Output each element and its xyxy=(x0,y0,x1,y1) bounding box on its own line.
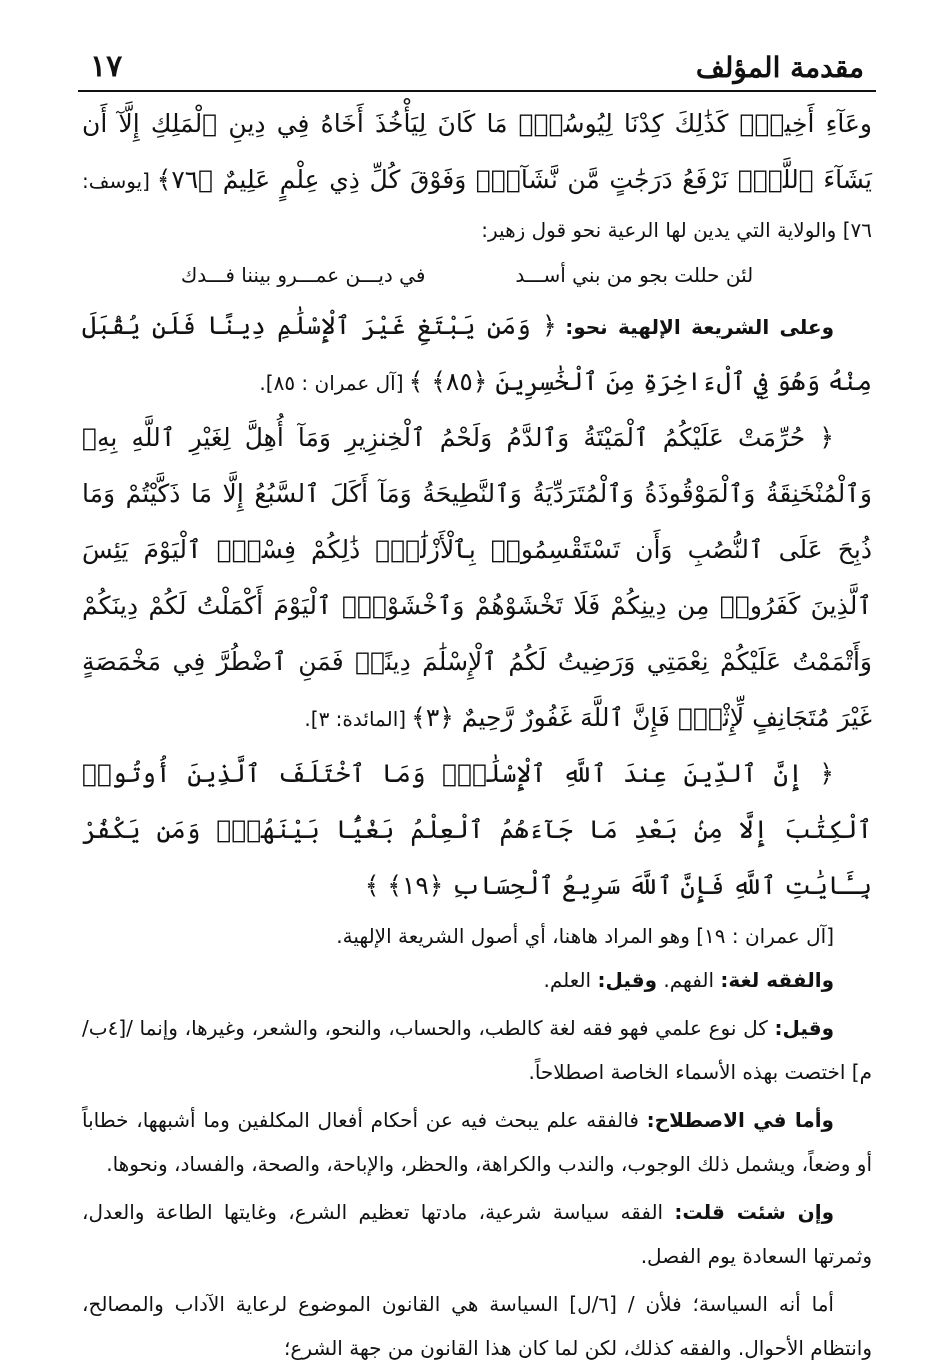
page-header xyxy=(78,34,876,92)
other-view-text: كل نوع علمي فهو فقه لغة كالطب، والحساب، والنحو، والشعر، وغيرها، وإنما /[٤ب/م] اختصت بهذه الأسماء الخاصة اصطلاحاً. xyxy=(82,1016,872,1084)
sharia-policy-label: وإن شئت قلت: xyxy=(674,1200,835,1224)
citation-maidah: [المائدة: ٣]. xyxy=(304,707,407,731)
paragraph-imran-19-citation: [آل عمران : ١٩] وهو المراد هاهنا، أي أصول الشريعة الإلهية. xyxy=(336,924,834,948)
fiqh-said-text: العلم. xyxy=(543,968,592,992)
paragraph-terminology xyxy=(82,1098,872,1186)
paragraph-sharia xyxy=(82,298,872,410)
paragraph-fiqh-language xyxy=(82,958,872,1002)
terminology-text: فالفقه علم يبحث فيه عن أحكام أفعال المكلفين وما أشبهها، خطاباً أو وضعاً، ويشمل ذلك الوجوب، والندب والكراهة، والحظر، والإباحة، والصحة، والفساد، ونحوها. xyxy=(82,1108,872,1176)
paragraph-yusuf xyxy=(82,96,872,252)
verse-hemistich-second: في ديـــن عمـــرو بيننا فـــدك xyxy=(180,263,426,287)
quran-verse-imran-85: ﴿ وَمَن يَبْتَغِ غَيْرَ ٱلْإِسْلَٰمِ دِينًا فَلَن يُقْبَلَ مِنْهُ وَهُوَ فِي ٱلْءَاخِرَةِ مِنَ ٱلْخَٰسِرِينَ ﴿٨٥﴾ ﴾ xyxy=(82,311,872,396)
fiqh-language-text: الفهم. xyxy=(663,968,715,992)
citation-yusuf: [يوسف: ٧٦] والولاية التي يدين لها الرعية نحو قول زهير: xyxy=(82,169,872,242)
poetry-verse xyxy=(82,252,872,298)
terminology-label: وأما في الاصطلاح: xyxy=(646,1108,834,1132)
page-body xyxy=(78,92,876,1370)
running-title: مقدمة المؤلف xyxy=(695,51,864,84)
sharia-heading: وعلى الشريعة الإلهية نحو: xyxy=(565,315,834,339)
quran-verse-maidah: ﴿ حُرِّمَتْ عَلَيْكُمُ ٱلْمَيْتَةُ وَٱلدَّمُ وَلَحْمُ ٱلْخِنزِيرِ وَمَآ أُهِلَّ لِغَيْرِ ٱللَّهِ بِهِۦ وَٱلْمُنْخَنِقَةُ وَٱلْمَوْقُوذَةُ وَٱلْمُتَرَدِّيَةُ وَٱلنَّطِيحَةُ وَمَآ أَكَلَ ٱلسَّبُعُ إِلَّا مَا ذَكَّيْتُمْ وَمَا ذُبِحَ عَلَى ٱلنُّصُبِ وَأَن تَسْتَقْسِمُوا۟ بِٱلْأَزْلَٰمِۚ ذَٰلِكُمْ فِسْقٌۗ ٱلْيَوْمَ يَئِسَ ٱلَّذِينَ كَفَرُوا۟ مِن دِينِكُمْ فَلَا تَخْشَوْهُمْ وَٱخْشَوْنِۚ ٱلْيَوْمَ أَكْمَلْتُ لَكُمْ دِينَكُمْ وَأَتْمَمْتُ عَلَيْكُمْ نِعْمَتِي وَرَضِيتُ لَكُمُ ٱلْإِسْلَٰمَ دِينًاۚ فَمَنِ ٱضْطُرَّ فِي مَخْمَصَةٍ غَيْرَ مُتَجَانِفٍ لِّإِثْمٍۙ فَإِنَّ ٱللَّهَ غَفُورٌ رَّحِيمٌ ﴿٣﴾ xyxy=(82,423,872,732)
page-number: ١٧ xyxy=(90,49,123,84)
paragraph-politics: أما أنه السياسة؛ فلأن / [٦/ل] السياسة هي القانون الموضوع لرعاية الآداب والمصالح، وانتظام الأحوال. والفقه كذلك، لكن لما كان هذا القانون من جهة الشرع؛ xyxy=(82,1292,872,1360)
quran-verse-yusuf: وعَآءِ أَخِيهِۚ كَذَٰلِكَ كِدْنَا لِيُوسُفَۖ مَا كَانَ لِيَأْخُذَ أَخَاهُ فِي دِينِ ٱلْمَلِكِ إِلَّآ أَن يَشَآءَ ٱللَّهُۚ نَرْفَعُ دَرَجَٰتٍ مَّن نَّشَآءُۗ وَفَوْقَ كُلِّ ذِي عِلْمٍ عَلِيمٌ ﴿٧٦﴾ xyxy=(82,109,872,194)
paragraph-other-view xyxy=(82,1006,872,1094)
fiqh-language-label: والفقه لغة: xyxy=(720,968,834,992)
sharia-policy-text: الفقه سياسة شرعية، مادتها تعظيم الشرع، وغايتها الطاعة والعدل، وثمرتها السعادة يوم الفصل. xyxy=(82,1200,872,1268)
verse-hemistich-first: لئن حللت بجو من بني أســـد xyxy=(515,263,754,287)
other-view-label: وقيل: xyxy=(774,1016,835,1040)
quran-verse-imran-19: ﴿ إِنَّ ٱلدِّينَ عِندَ ٱللَّهِ ٱلْإِسْلَٰمُۗ وَمَا ٱخْتَلَفَ ٱلَّذِينَ أُوتُوا۟ ٱلْكِتَٰبَ إِلَّا مِنۢ بَعْدِ مَا جَآءَهُمُ ٱلْعِلْمُ بَغْيًۢا بَيْنَهُمْۗ وَمَن يَكْفُرْ بِـَٔايَٰتِ ٱللَّهِ فَإِنَّ ٱللَّهَ سَرِيعُ ٱلْحِسَابِ ﴿١٩﴾ ﴾ xyxy=(82,759,872,900)
fiqh-said-label: وقيل: xyxy=(597,968,658,992)
paragraph-maidah xyxy=(82,410,872,746)
citation-imran-85: [آل عمران : ٨٥]. xyxy=(259,371,404,395)
paragraph-sharia-policy xyxy=(82,1190,872,1278)
